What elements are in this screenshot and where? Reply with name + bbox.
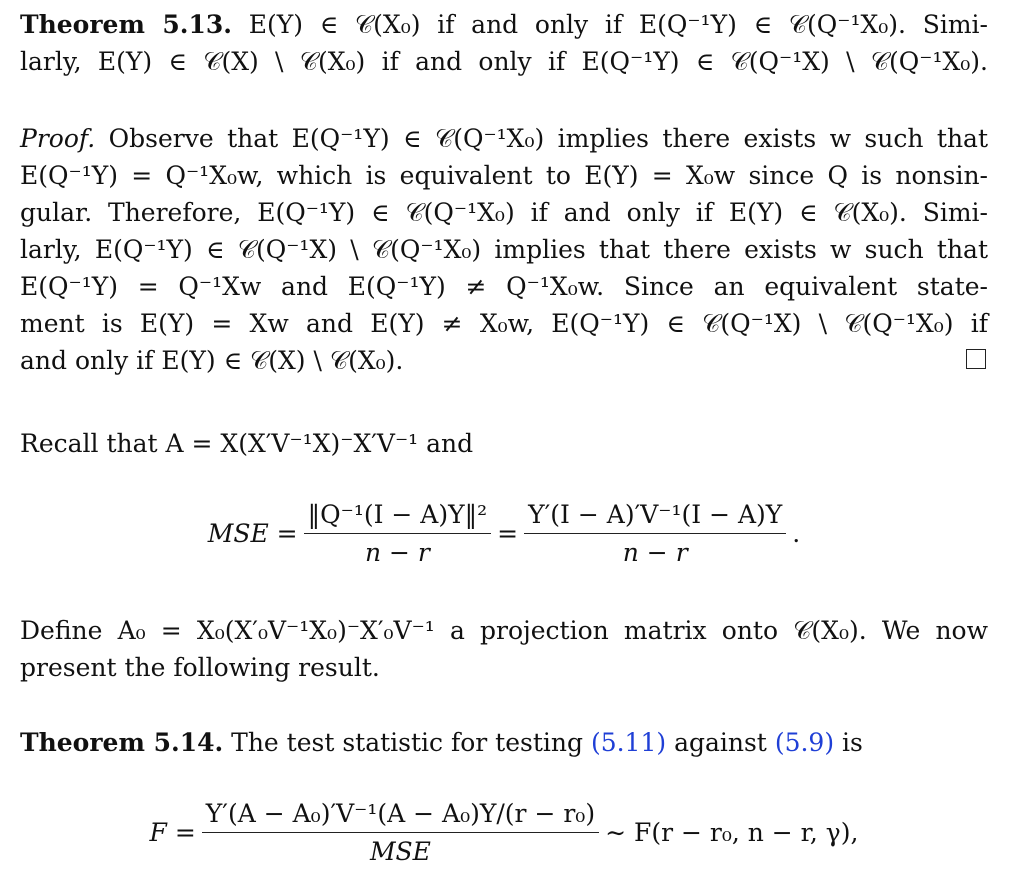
proof-line-1: E(Q⁻¹Y) = Q⁻¹X₀w, which is equivalent to E(Y) = X₀w since Q is nonsin- [20,161,988,190]
mse-period: . [792,518,801,548]
proof-line-4: E(Q⁻¹Y) = Q⁻¹Xw and E(Q⁻¹Y) ≠ Q⁻¹X₀w. Since an equivalent state- [20,272,988,301]
theorem-5-13-line1: E(Y) ∈ 𝒞(X₀) if and only if E(Q⁻¹Y) ∈ 𝒞(Q⁻¹X₀). Simi- [248,10,989,39]
theorem-5-14-label: Theorem 5.14. [20,728,224,757]
theorem-5-14-text-c: is [842,728,863,757]
mse-denominator-2: n − r [622,537,688,567]
define-line-1: Define A₀ = X₀(X′₀V⁻¹X₀)⁻X′₀V⁻¹ a projection matrix onto 𝒞(X₀). We now [20,616,988,645]
theorem-5-14 [20,724,988,761]
define-line-2: present the following result. [20,653,380,682]
theorem-5-13 [20,6,988,80]
proof-line-3: larly, E(Q⁻¹Y) ∈ 𝒞(Q⁻¹X) \ 𝒞(Q⁻¹X₀) implies that there exists w such that [20,235,988,264]
f-fraction [202,799,599,866]
proof-label: Proof. [20,124,96,153]
f-statistic-equation [20,790,988,874]
mse-numerator-1: ‖Q⁻¹(I − A)Y‖² [307,499,488,529]
proof-line-2: gular. Therefore, E(Q⁻¹Y) ∈ 𝒞(Q⁻¹X₀) if and only if E(Y) ∈ 𝒞(X₀). Simi- [20,198,988,227]
f-numerator: Y′(A − A₀)′V⁻¹(A − A₀)Y/(r − r₀) [205,798,596,828]
proof-line-6: and only if E(Y) ∈ 𝒞(X) \ 𝒞(X₀). [20,346,404,375]
proof-line-0: Observe that E(Q⁻¹Y) ∈ 𝒞(Q⁻¹X₀) implies there exists w such that [108,124,988,153]
mse-lhs: MSE = [207,518,298,548]
f-denominator: MSE [369,836,431,866]
qed-square-icon [966,349,986,369]
theorem-5-14-text-b: against [674,728,767,757]
mse-fraction-2 [524,500,786,567]
proof-line-5: ment is E(Y) = Xw and E(Y) ≠ X₀w, E(Q⁻¹Y) ∈ 𝒞(Q⁻¹X) \ 𝒞(Q⁻¹X₀) if [20,309,988,338]
recall-text: Recall that A = X(X′V⁻¹X)⁻X′V⁻¹ and [20,429,474,458]
mse-numerator-2: Y′(I − A)′V⁻¹(I − A)Y [528,499,783,529]
mse-denominator-1: n − r [364,537,430,567]
theorem-5-13-label: Theorem 5.13. [20,10,232,39]
theorem-5-13-line2: larly, E(Y) ∈ 𝒞(X) \ 𝒞(X₀) if and only if E(Q⁻¹Y) ∈ 𝒞(Q⁻¹X) \ 𝒞(Q⁻¹X₀). [20,47,988,76]
equation-ref-5-9-link[interactable]: (5.9) [774,728,835,757]
equation-ref-5-11-link[interactable]: (5.11) [590,728,667,757]
theorem-5-14-text-a: The test statistic for testing [231,728,583,757]
f-lhs: F = [149,817,196,847]
define-paragraph [20,612,988,686]
recall-paragraph [20,425,988,462]
mse-equals: = [497,518,519,548]
f-rhs: ∼ F(r − r₀, n − r, γ), [605,817,859,847]
mse-fraction-1 [304,500,492,567]
proof [20,120,988,379]
mse-equation [20,488,988,578]
